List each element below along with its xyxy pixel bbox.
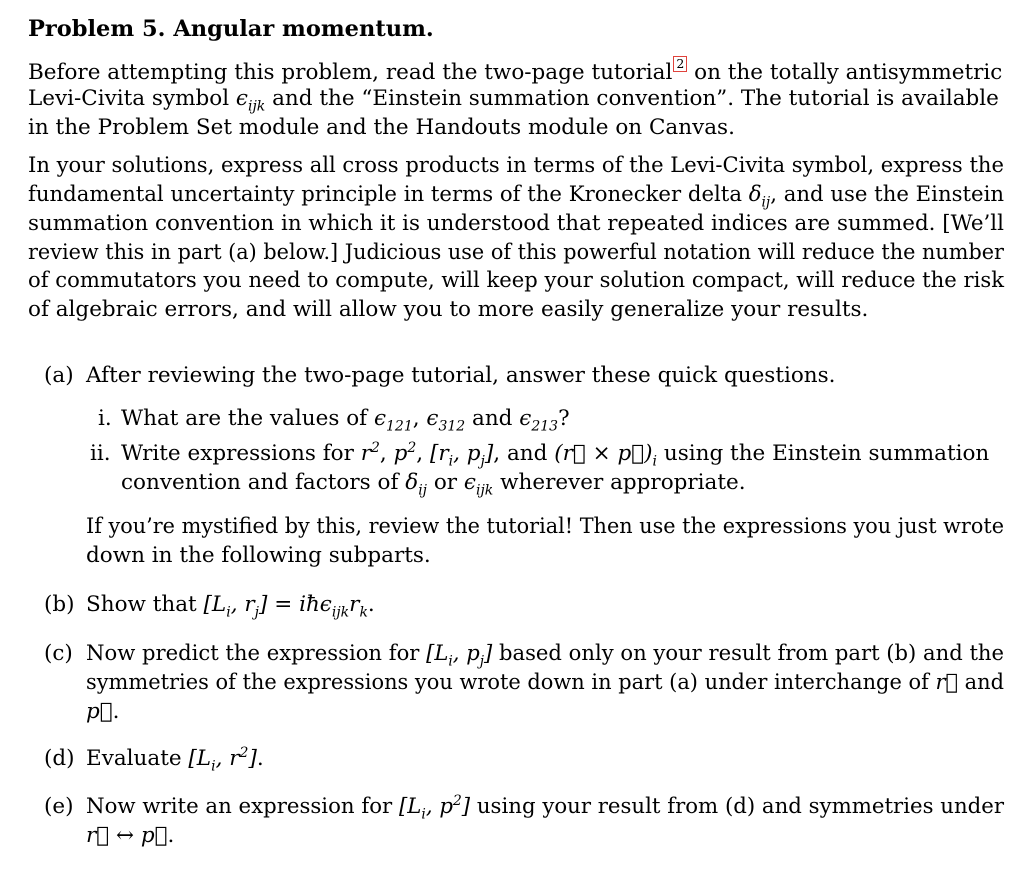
part-b-text: Show that [$L_i$, $r_j$] = $iħ\epsilon_{ijk}r_k$. [86, 592, 375, 621]
para2-line-3: summation convention in which it is understood that repeated indices are summed. [We’ll [28, 211, 1004, 236]
part-a-i-text: What are the values of $\epsilon_{121}$, $\epsilon_{312}$ and $\epsilon_{213}$? [121, 406, 570, 435]
part-d-text: Evaluate [$L_i$, $r^2$]. [86, 744, 264, 775]
part-e-label: (e) [44, 794, 74, 819]
intro-line-2: Levi-Civita symbol $\epsilon_{ijk}$ and the “Einstein summation convention”. The tutorial is available [28, 86, 999, 115]
part-a-note-line-1: If you’re mystified by this, review the tutorial! Then use the expressions you just wrote [86, 514, 1005, 539]
para2-line-4: review this in part (a) below.] Judicious use of this powerful notation will reduce the number [28, 240, 1004, 265]
part-e-line-2: r⃗ ↔ p⃗. [86, 823, 175, 848]
part-c-line-2: symmetries of the expressions you wrote down in part (a) under interchange of r⃗ and [86, 670, 1005, 695]
part-e-line-1: Now write an expression for [$L_i$, $p^2$] using your result from (d) and symmetries under [86, 792, 1005, 823]
part-a-text: After reviewing the two-page tutorial, answer these quick questions. [86, 363, 836, 388]
part-c-label: (c) [44, 641, 73, 666]
part-a-ii-label: ii. [90, 441, 111, 466]
part-c-line-3: p⃗. [86, 699, 120, 724]
footnote-ref[interactable]: 2 [673, 56, 687, 72]
part-a-ii-line-1: Write expressions for $r^2$, $p^2$, [$r_i$, $p_j$], and (r⃗ × $p⃗)_i$ using the Einstein summation [121, 439, 990, 470]
part-a-ii-line-2: convention and factors of $\delta_{ij}$ or $\epsilon_{ijk}$ wherever appropriate. [121, 470, 746, 499]
part-a-note-line-2: down in the following subparts. [86, 543, 431, 568]
levi-civita-symbol: $\epsilon_{ijk}$ [235, 86, 266, 115]
part-d-label: (d) [44, 746, 75, 771]
intro-line-3: in the Problem Set module and the Handouts module on Canvas. [28, 115, 735, 140]
kronecker-delta: $\delta_{ij}$ [748, 182, 771, 211]
para2-line-5: of commutators you need to compute, will keep your solution compact, will reduce the risk [28, 268, 1005, 293]
part-b-label: (b) [44, 592, 75, 617]
problem-title: Problem 5. Angular momentum. [28, 16, 434, 42]
para2-line-6: of algebraic errors, and will allow you to more easily generalize your results. [28, 297, 869, 322]
part-a-i-label: i. [98, 406, 112, 431]
part-c-line-1: Now predict the expression for [$L_i$, $p_j$] based only on your result from part (b) and the [86, 641, 1005, 670]
para2-line-2: fundamental uncertainty principle in terms of the Kronecker delta $\delta_{ij}$, and use the Einstein [28, 182, 1005, 211]
part-a-label: (a) [44, 363, 74, 388]
intro-line-1: Before attempting this problem, read the two-page tutorial 2 on the totally antisymmetric [28, 56, 1003, 85]
para2-line-1: In your solutions, express all cross products in terms of the Levi-Civita symbol, express the [28, 153, 1004, 178]
